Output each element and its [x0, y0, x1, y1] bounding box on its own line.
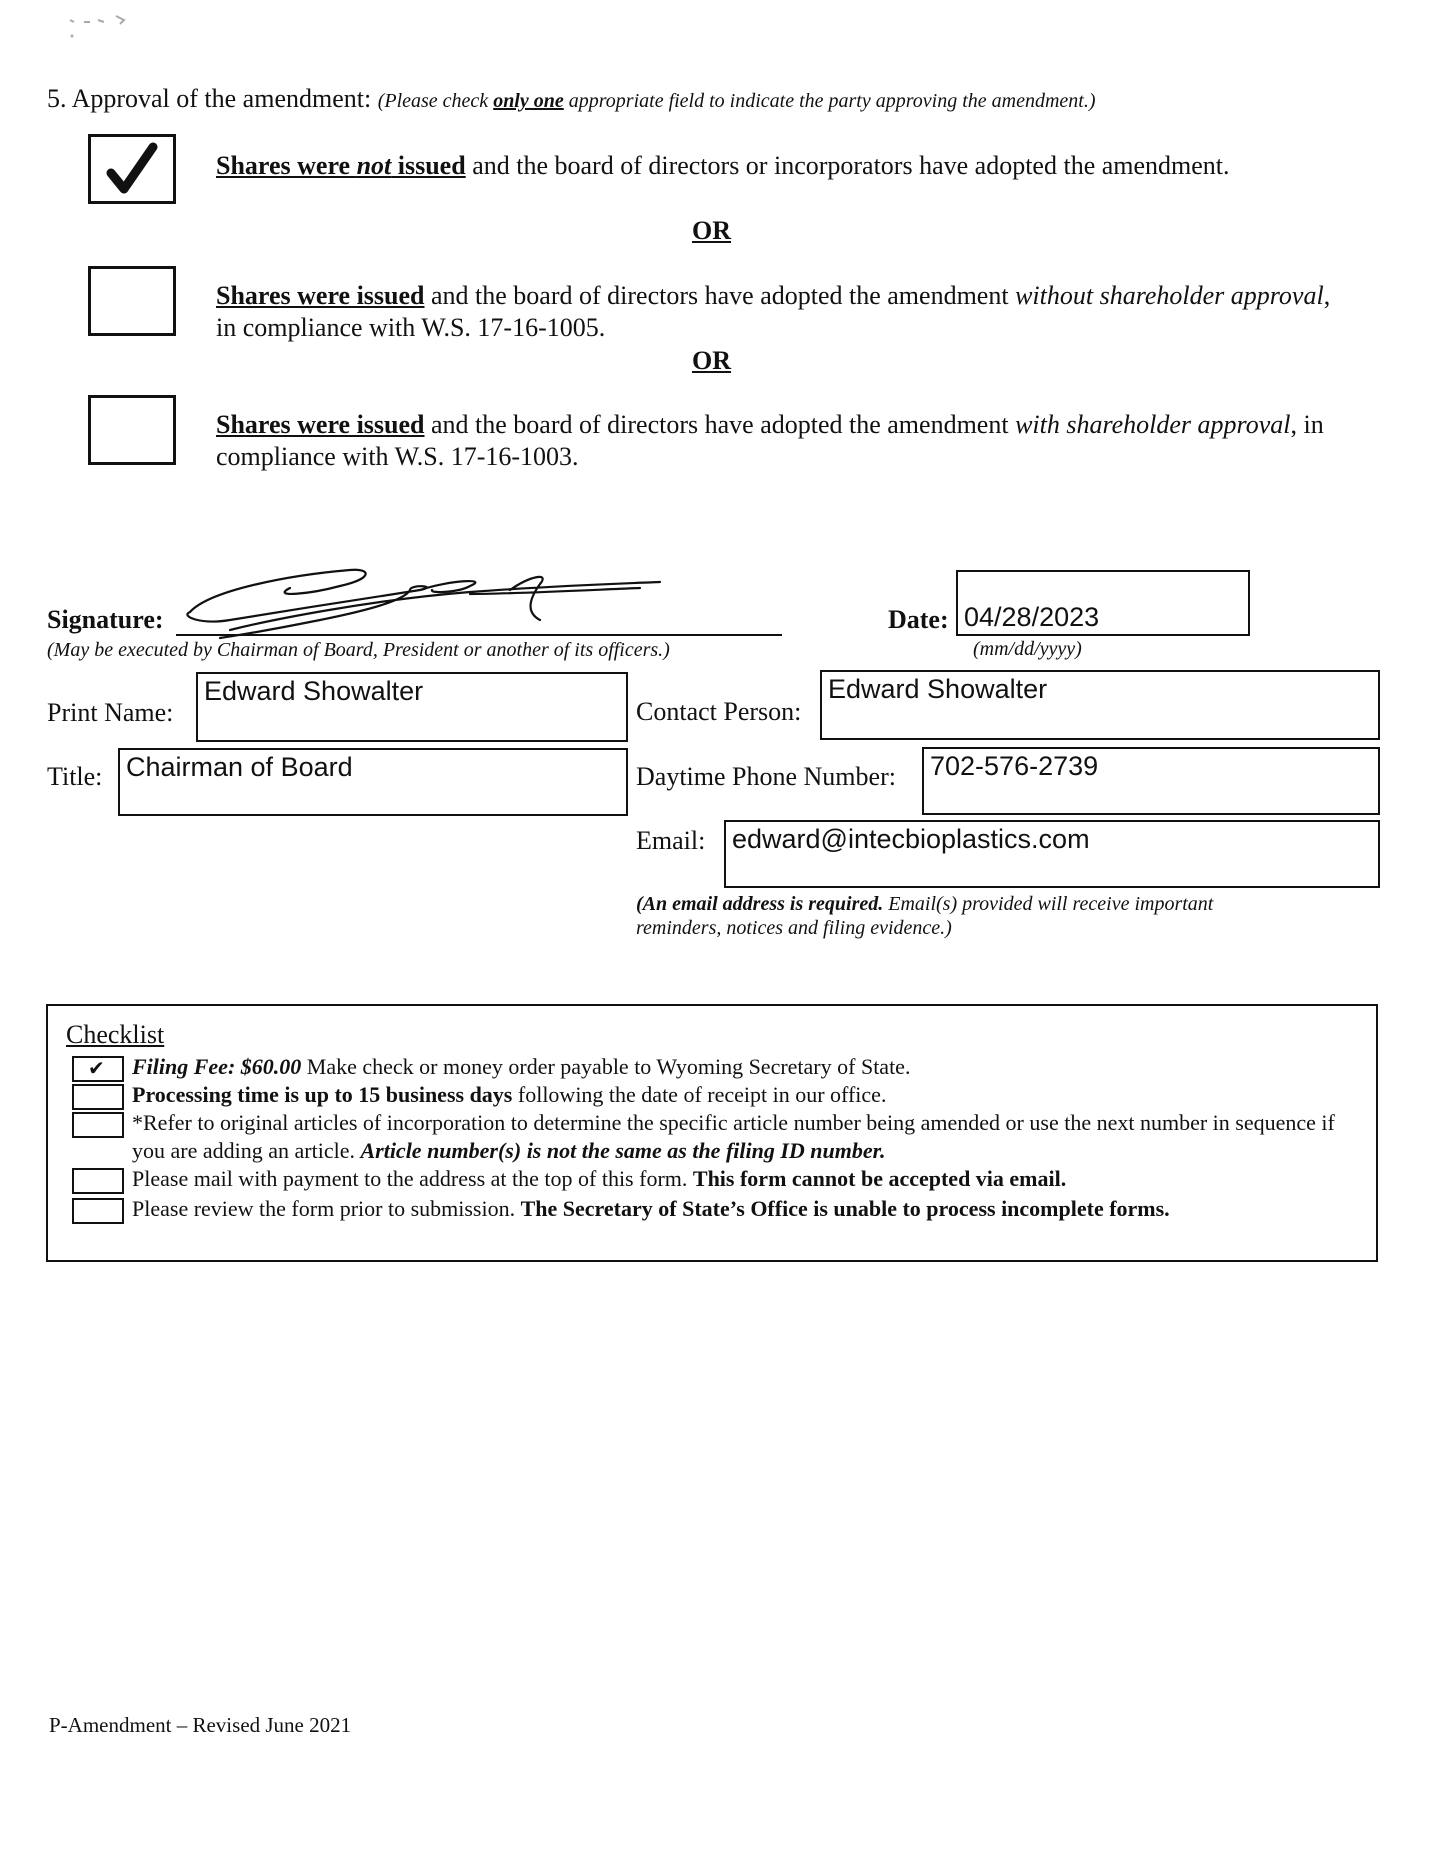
option-issued-without-approval-checkbox[interactable]	[88, 266, 176, 336]
date-label: Date:	[888, 605, 949, 634]
contact-person-label: Contact Person:	[636, 697, 802, 726]
date-format-hint: (mm/dd/yyyy)	[973, 638, 1082, 660]
option-issued-with-approval-checkbox[interactable]	[88, 395, 176, 465]
option-not-issued-checkbox[interactable]	[88, 134, 176, 204]
checklist-item-processing: Processing time is up to 15 business days following the date of receipt in our office.	[132, 1082, 887, 1107]
phone-label: Daytime Phone Number:	[636, 762, 896, 791]
or-separator: OR	[692, 346, 731, 375]
scan-artifact	[68, 14, 148, 34]
checklist-review-checkbox[interactable]	[72, 1198, 124, 1224]
print-name-field[interactable]: Edward Showalter	[196, 672, 628, 742]
option-issued-without-approval: Shares were issued and the board of directors have adopted the amendment without shareholder approval, in compliance with W.S. 17-16-1005.	[216, 281, 1331, 342]
phone-field[interactable]: 702-576-2739	[922, 747, 1380, 815]
checklist-item-review: Please review the form prior to submission. The Secretary of State’s Office is unable to process incomplete forms.	[132, 1196, 1170, 1221]
email-note: (An email address is required. Email(s) provided will receive important reminders, notices and filing evidence.)	[636, 893, 1214, 939]
checklist-article-checkbox[interactable]	[72, 1112, 124, 1138]
title-label: Title:	[47, 762, 103, 791]
contact-person-field[interactable]: Edward Showalter	[820, 670, 1380, 740]
checklist-title: Checklist	[66, 1020, 165, 1049]
checklist-item-mail: Please mail with payment to the address at the top of this form. This form cannot be accepted via email.	[132, 1166, 1067, 1191]
option-not-issued: Shares were not issued and the board of directors or incorporators have adopted the amendment.	[216, 151, 1230, 180]
section-5-heading	[47, 84, 1096, 114]
section-5-title: 5. Approval of the amendment:	[47, 84, 372, 113]
checklist-item-article: *Refer to original articles of incorporation to determine the specific article number being amended or use the next number in sequence if you are adding an article. Article number(s) is not the same as the filing ID number.	[132, 1110, 1335, 1163]
print-name-label: Print Name:	[47, 698, 174, 727]
checklist-item-filing-fee: Filing Fee: $60.00 Make check or money order payable to Wyoming Secretary of State.	[132, 1054, 911, 1079]
title-field[interactable]: Chairman of Board	[118, 748, 628, 816]
date-field[interactable]: 04/28/2023	[956, 570, 1250, 636]
section-5-note: (Please check only one appropriate field to indicate the party approving the amendment.)	[377, 90, 1096, 112]
checklist-processing-checkbox[interactable]	[72, 1084, 124, 1110]
checklist-mail-checkbox[interactable]	[72, 1168, 124, 1194]
check-mark-icon: ✔	[88, 1056, 105, 1080]
option-issued-with-approval: Shares were issued and the board of directors have adopted the amendment with shareholder approval, in compliance with W.S. 17-16-1003.	[216, 410, 1324, 471]
email-label: Email:	[636, 826, 706, 855]
checklist-filing-fee-checkbox[interactable]	[72, 1056, 124, 1082]
signature-label: Signature:	[47, 605, 164, 634]
email-field[interactable]: edward@intecbioplastics.com	[724, 820, 1380, 888]
or-separator: OR	[692, 216, 731, 245]
signature-note: (May be executed by Chairman of Board, President or another of its officers.)	[47, 639, 670, 661]
form-revision-footer: P-Amendment – Revised June 2021	[49, 1713, 352, 1737]
checklist-panel	[46, 1004, 1378, 1262]
check-mark-icon	[91, 137, 173, 201]
